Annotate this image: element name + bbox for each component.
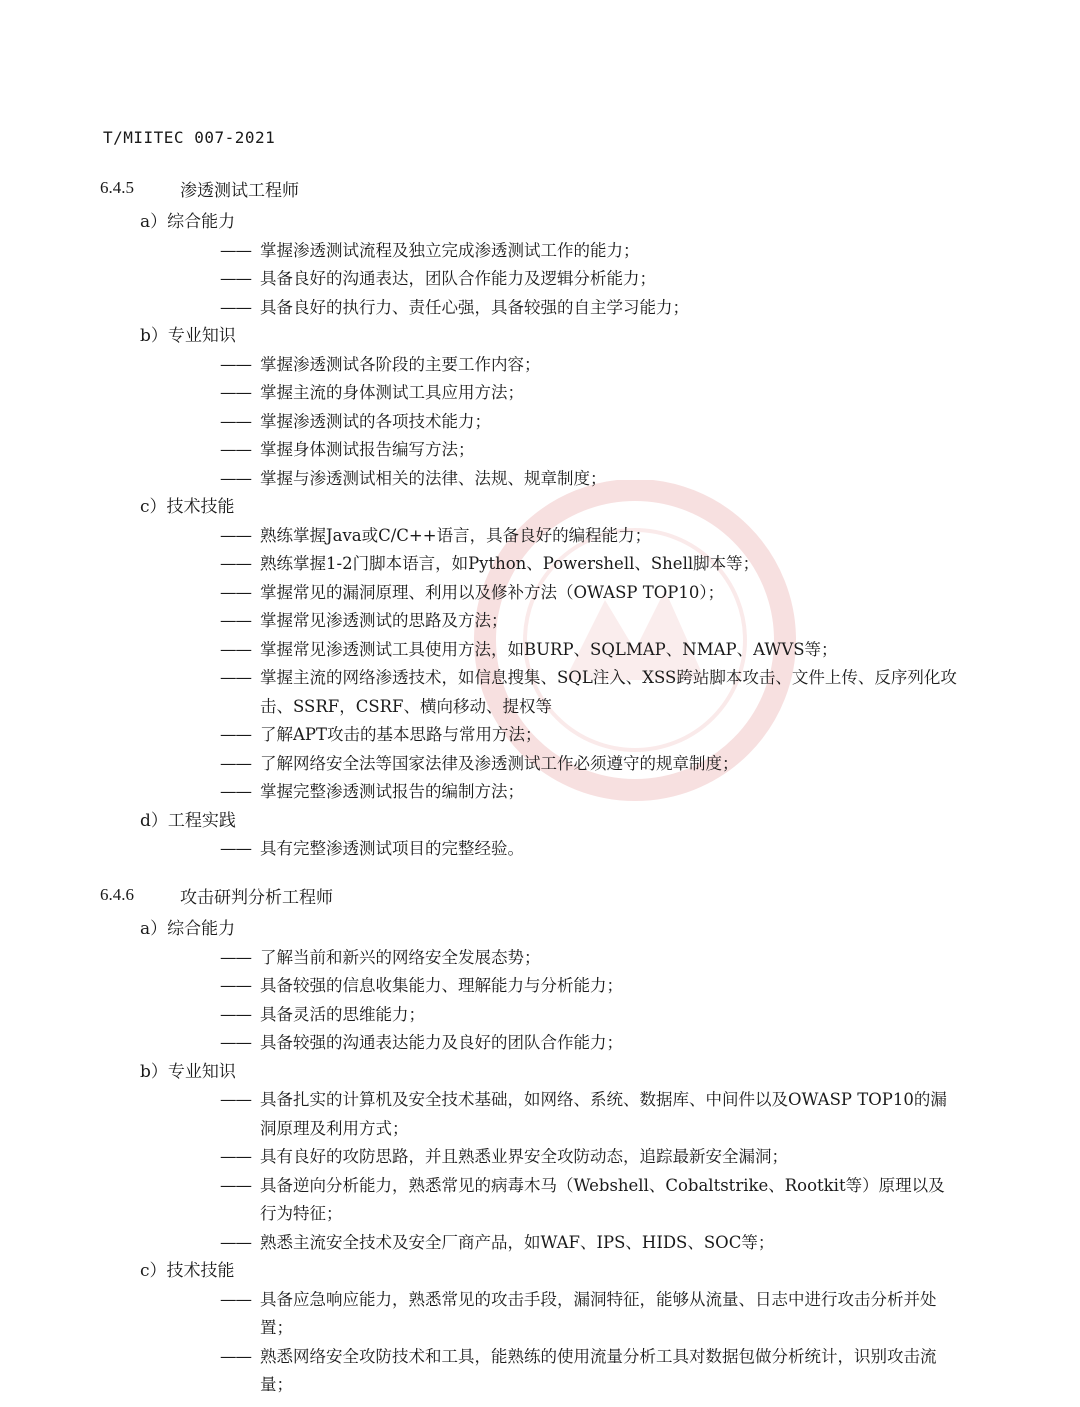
list-item-text: 掌握渗透测试各阶段的主要工作内容；	[260, 354, 541, 374]
list-item-text: 掌握常见渗透测试工具使用方法，如BURP、SQLMAP、NMAP、AWVS等；	[260, 639, 838, 659]
list-item	[100, 1029, 980, 1058]
section-6-4-6	[100, 875, 980, 1400]
list-item	[100, 550, 980, 579]
list-item-text: 熟练掌握Java或C/C++语言，具备良好的编程能力；	[260, 525, 652, 545]
dash-marker: ——	[220, 639, 251, 659]
list-item-text: 掌握与渗透测试相关的法律、法规、规章制度；	[260, 468, 607, 488]
list-item	[100, 1143, 980, 1172]
list-item	[100, 408, 980, 437]
document-code: T/MIITEC 007-2021	[103, 128, 276, 147]
group-label: d）工程实践	[140, 810, 236, 831]
list-item	[100, 465, 980, 494]
list-item	[100, 835, 980, 864]
list-item-text: 具备良好的执行力、责任心强，具备较强的自主学习能力；	[260, 297, 689, 317]
list-item-text: 熟悉主流安全技术及安全厂商产品，如WAF、IPS、HIDS、SOC等；	[260, 1232, 775, 1252]
list-item	[100, 778, 980, 807]
list-item	[100, 944, 980, 973]
group-label: c）技术技能	[140, 497, 235, 517]
group-label: b）专业知识	[140, 1061, 236, 1082]
dash-marker: ——	[220, 554, 251, 573]
list-item-text: 具备较强的沟通表达能力及良好的团队合作能力；	[260, 1033, 623, 1052]
list-item-text: 具备灵活的思维能力；	[260, 1004, 425, 1024]
list-item	[100, 351, 980, 380]
list-item	[100, 664, 980, 721]
list-item-text: 掌握渗透测试的各项技术能力；	[260, 411, 491, 431]
dash-marker: ——	[220, 668, 251, 687]
list-item	[100, 436, 980, 465]
list-item	[100, 1229, 980, 1258]
list-item	[100, 522, 980, 551]
dash-marker: ——	[220, 1090, 251, 1109]
section-number: 6.4.6	[100, 885, 134, 904]
dash-marker: ——	[220, 1289, 251, 1309]
dash-marker: ——	[220, 1175, 251, 1195]
dash-marker: ——	[220, 725, 251, 744]
list-item-text: 掌握主流的身体测试工具应用方法；	[260, 383, 524, 402]
list-item-text: 熟练掌握1-2门脚本语言，如Python、Powershell、Shell脚本等；	[260, 554, 760, 573]
dash-marker: ——	[220, 354, 251, 374]
list-item-text: 具备较强的信息收集能力、理解能力与分析能力；	[260, 976, 623, 995]
list-item	[100, 1343, 980, 1400]
dash-marker: ——	[220, 269, 251, 288]
dash-marker: ——	[220, 976, 251, 995]
dash-marker: ——	[220, 440, 251, 459]
dash-marker: ——	[220, 525, 251, 545]
section-6-4-5	[100, 168, 980, 864]
section-name: 渗透测试工程师	[180, 180, 299, 201]
list-item-text: 熟悉网络安全攻防技术和工具，能熟练的使用流量分析工具对数据包做分析统计，识别攻击流量；	[260, 1346, 937, 1394]
list-item	[100, 721, 980, 750]
list-item-text: 具备逆向分析能力，熟悉常见的病毒木马（Webshell、Cobaltstrike、Rootkit等）原理以及行为特征；	[260, 1175, 945, 1223]
dash-marker: ——	[220, 1346, 251, 1366]
dash-marker: ——	[220, 1147, 251, 1166]
section-title	[100, 168, 980, 208]
group-label: b）专业知识	[140, 326, 236, 346]
list-item	[100, 579, 980, 608]
dash-marker: ——	[220, 582, 251, 602]
dash-marker: ——	[220, 240, 251, 260]
dash-marker: ——	[220, 383, 251, 402]
list-item-text: 了解当前和新兴的网络安全发展态势；	[260, 947, 541, 967]
list-item	[100, 636, 980, 665]
dash-marker: ——	[220, 1232, 251, 1252]
list-item	[100, 1086, 980, 1143]
list-item-text: 具备良好的沟通表达，团队合作能力及逻辑分析能力；	[260, 269, 656, 288]
list-item-text: 掌握常见渗透测试的思路及方法；	[260, 611, 508, 630]
list-item	[100, 1001, 980, 1030]
group-label: a）综合能力	[140, 212, 236, 232]
list-item-text: 具有良好的攻防思路，并且熟悉业界安全攻防动态，追踪最新安全漏洞；	[260, 1147, 788, 1166]
dash-marker: ——	[220, 611, 251, 630]
dash-marker: ——	[220, 297, 251, 317]
list-item-text: 掌握完整渗透测试报告的编制方法；	[260, 782, 524, 801]
section-title	[100, 875, 980, 915]
list-item-text: 了解APT攻击的基本思路与常用方法；	[260, 725, 542, 744]
list-item	[100, 972, 980, 1001]
list-item	[100, 607, 980, 636]
dash-marker: ——	[220, 947, 251, 967]
group-label: a）综合能力	[140, 919, 236, 939]
list-item	[100, 1172, 980, 1229]
dash-marker: ——	[220, 1033, 251, 1052]
list-item-text: 掌握身体测试报告编写方法；	[260, 440, 475, 459]
dash-marker: ——	[220, 782, 251, 801]
list-item-text: 掌握常见的漏洞原理、利用以及修补方法（OWASP TOP10）；	[260, 582, 725, 602]
dash-marker: ——	[220, 839, 251, 858]
list-item-text: 具备应急响应能力，熟悉常见的攻击手段，漏洞特征，能够从流量、日志中进行攻击分析并处置；	[260, 1289, 937, 1337]
list-item	[100, 294, 980, 323]
section-number: 6.4.5	[100, 178, 134, 197]
dash-marker: ——	[220, 411, 251, 431]
list-item	[100, 750, 980, 779]
list-item	[100, 265, 980, 294]
group-label: c）技术技能	[140, 1261, 235, 1281]
list-item	[100, 237, 980, 266]
list-item	[100, 1286, 980, 1343]
section-name: 攻击研判分析工程师	[180, 887, 333, 908]
dash-marker: ——	[220, 468, 251, 488]
list-item	[100, 379, 980, 408]
list-item-text: 掌握主流的网络渗透技术，如信息搜集、SQL注入、XSS跨站脚本攻击、文件上传、反序列化攻击、SSRF，CSRF、横向移动、提权等	[260, 668, 957, 716]
dash-marker: ——	[220, 753, 251, 773]
list-item-text: 了解网络安全法等国家法律及渗透测试工作必须遵守的规章制度；	[260, 753, 739, 773]
dash-marker: ——	[220, 1004, 251, 1024]
list-item-text: 具有完整渗透测试项目的完整经验。	[260, 839, 524, 858]
list-item-text: 具备扎实的计算机及安全技术基础，如网络、系统、数据库、中间件以及OWASP TOP10的漏洞原理及利用方式；	[260, 1090, 947, 1138]
list-item-text: 掌握渗透测试流程及独立完成渗透测试工作的能力；	[260, 240, 640, 260]
